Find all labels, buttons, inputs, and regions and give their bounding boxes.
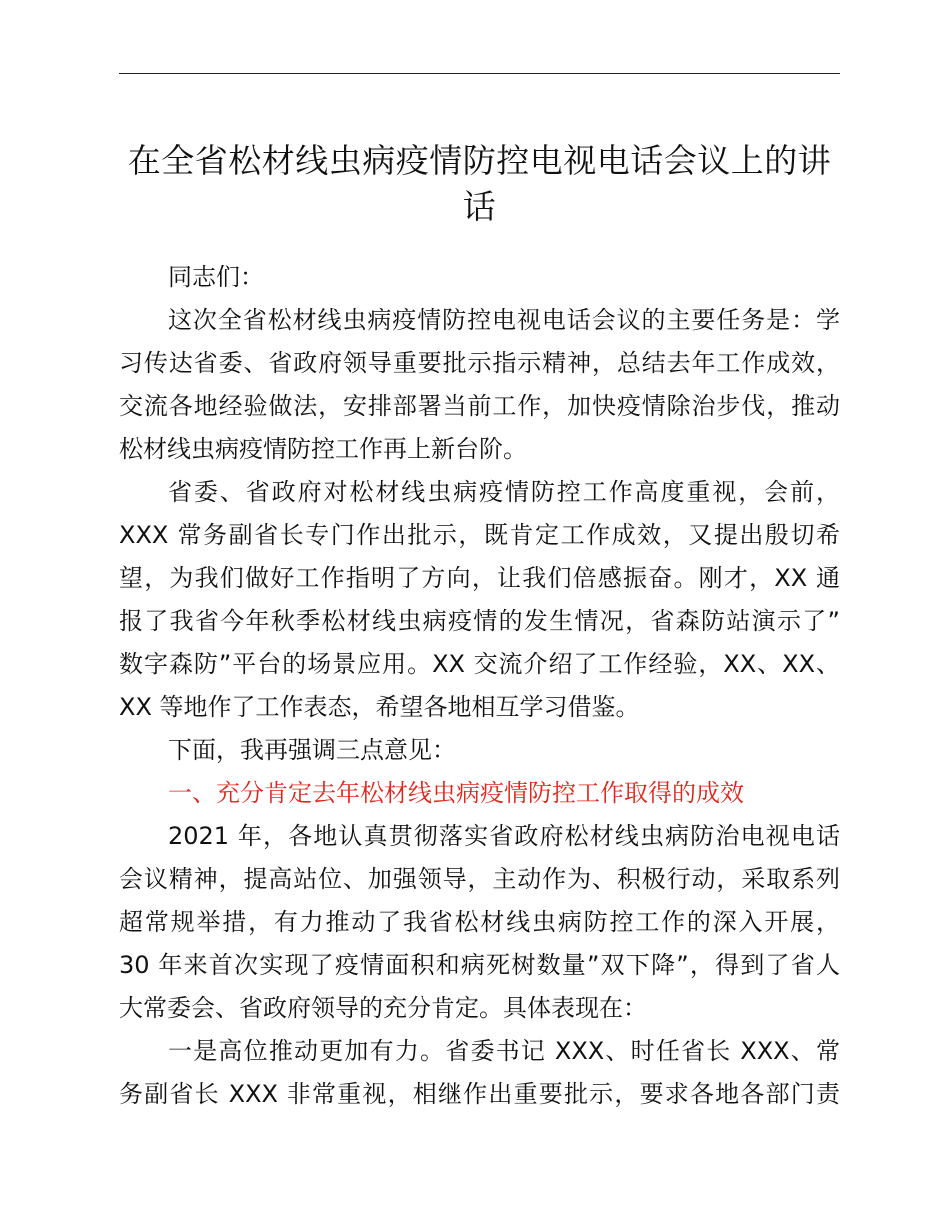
paragraph-line: 30 年来首次实现了疫情面积和病死树数量”双下降”，得到了省人 — [119, 951, 840, 979]
section-heading: 一、充分肯定去年松材线虫病疫情防控工作取得的成效 — [168, 779, 744, 807]
paragraph-line: XXX 常务副省长专门作出批示，既肯定工作成效，又提出殷切希 — [119, 521, 840, 549]
paragraph-line: 习传达省委、省政府领导重要批示指示精神，总结去年工作成效， — [119, 349, 840, 377]
salutation: 同志们： — [168, 263, 264, 291]
paragraph-line: 省委、省政府对松材线虫病疫情防控工作高度重视，会前， — [168, 478, 840, 506]
paragraph-line: 这次全省松材线虫病疫情防控电视电话会议的主要任务是：学 — [168, 306, 840, 334]
paragraph-line: 数字森防”平台的场景应用。XX 交流介绍了工作经验，XX、XX、 — [119, 650, 840, 678]
paragraph-line: 报了我省今年秋季松材线虫病疫情的发生情况，省森防站演示了” — [119, 607, 840, 635]
paragraph-line: 一是高位推动更加有力。省委书记 XXX、时任省长 XXX、常 — [168, 1037, 840, 1065]
header-rule — [119, 73, 840, 74]
paragraph-line: 松材线虫病疫情防控工作再上新台阶。 — [119, 435, 527, 463]
paragraph-line: 大常委会、省政府领导的充分肯定。具体表现在： — [119, 994, 647, 1022]
paragraph-line: 交流各地经验做法，安排部署当前工作，加快疫情除治步伐，推动 — [119, 392, 840, 420]
paragraph-line: 下面，我再强调三点意见： — [168, 736, 456, 764]
paragraph-line: XX 等地作了工作表态，希望各地相互学习借鉴。 — [119, 693, 640, 721]
paragraph-line: 会议精神，提高站位、加强领导，主动作为、积极行动，采取系列 — [119, 865, 840, 893]
paragraph-line: 2021 年，各地认真贯彻落实省政府松材线虫病防治电视电话 — [168, 822, 840, 850]
paragraph-line: 望，为我们做好工作指明了方向，让我们倍感振奋。刚才，XX 通 — [119, 564, 840, 592]
document-title: 在全省松材线虫病疫情防控电视电话会议上的讲话 — [127, 141, 832, 226]
paragraph-line: 超常规举措，有力推动了我省松材线虫病防控工作的深入开展， — [119, 908, 840, 936]
paragraph-line: 务副省长 XXX 非常重视，相继作出重要批示，要求各地各部门责 — [119, 1080, 840, 1108]
